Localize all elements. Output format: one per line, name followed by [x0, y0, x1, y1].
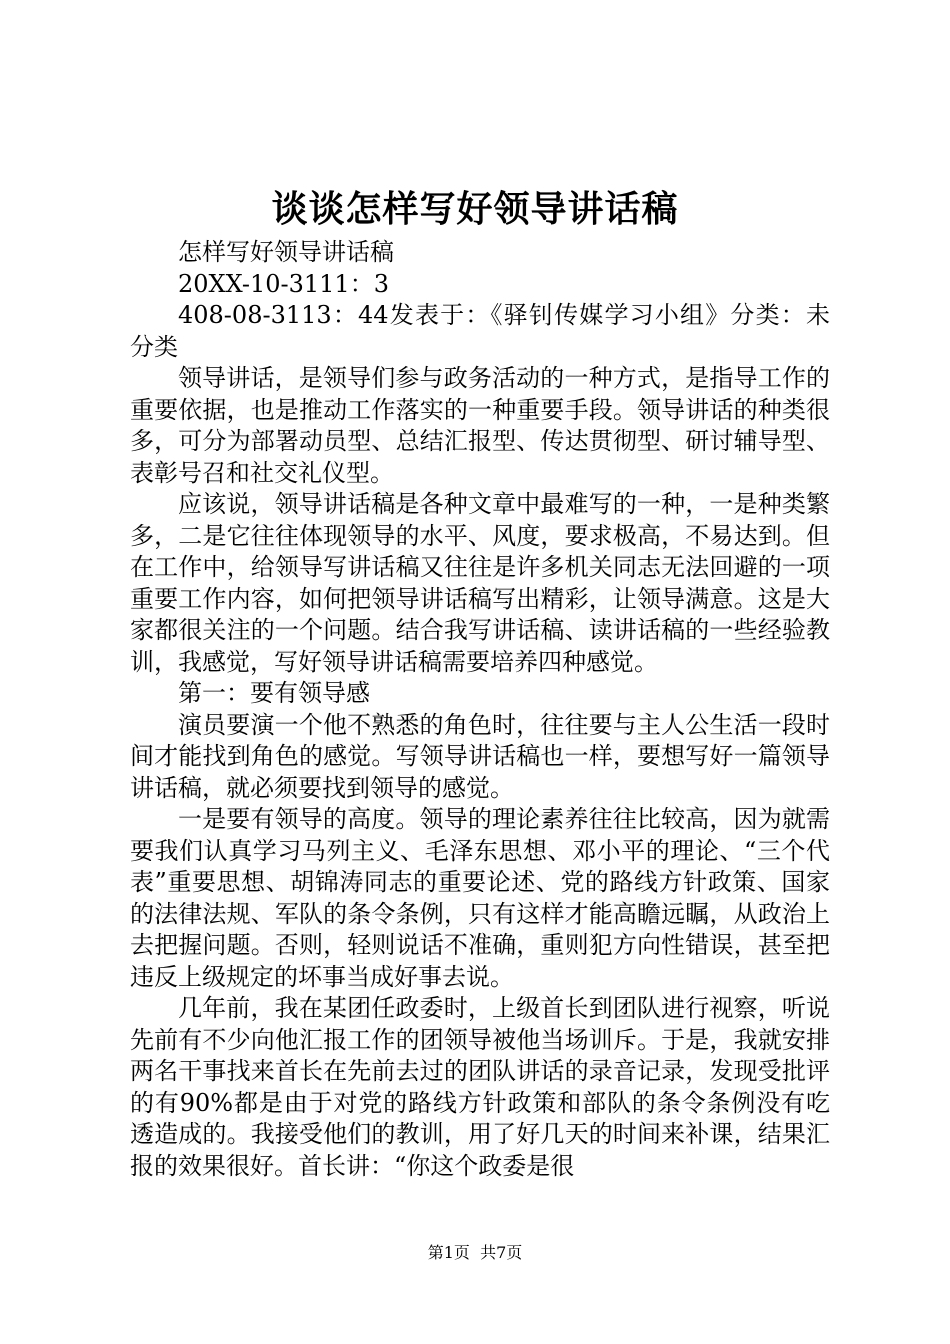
page-total: 共7页 — [480, 1243, 523, 1262]
paragraph: 演员要演一个他不熟悉的角色时，往往要与主人公生活一段时间才能找到角色的感觉。写领导讲话稿也一样，要想写好一篇领导讲话稿，就必须要找到领导的感觉。 — [130, 710, 830, 802]
paragraph: 领导讲话，是领导们参与政务活动的一种方式，是指导工作的重要依据，也是推动工作落实的一种重要手段。领导讲话的种类很多，可分为部署动员型、总结汇报型、传达贯彻型、研讨辅导型、表彰号召和社交礼仪型。 — [130, 364, 830, 487]
paragraph-subtitle: 怎样写好领导讲话稿 — [178, 238, 394, 266]
paragraph-meta: 408-08-3113：44发表于：《驿钊传媒学习小组》分类：未分类 — [130, 301, 830, 361]
document-body — [130, 237, 830, 1182]
page-number: 第1页 — [427, 1243, 470, 1262]
paragraph-date: 20XX-10-3111：3 — [178, 269, 389, 298]
paragraph: 一是要有领导的高度。领导的理论素养往往比较高，因为就需要我们认真学习马列主义、毛泽东思想、邓小平的理论、“三个代表”重要思想、胡锦涛同志的重要论述、党的路线方针政策、国家的法律法规、军队的条令条例，只有这样才能高瞻远瞩，从政治上去把握问题。否则，轻则说话不准确，重则犯方向性错误，甚至把违反上级规定的坏事当成好事去说。 — [130, 805, 830, 991]
page-footer — [0, 1242, 950, 1264]
section-heading: 第一：要有领导感 — [178, 679, 370, 707]
document-title: 谈谈怎样写好领导讲话稿 — [271, 188, 679, 230]
paragraph: 几年前，我在某团任政委时，上级首长到团队进行视察，听说先前有不少向他汇报工作的团领导被他当场训斥。于是，我就安排两名干事找来首长在先前去过的团队讲话的录音记录，发现受批评的有90%都是由于对党的路线方针政策和部队的条令条例没有吃透造成的。我接受他们的教训，用了好几天的时间来补课，结果汇报的效果很好。首长讲：“你这个政委是很 — [130, 994, 830, 1180]
paragraph: 应该说，领导讲话稿是各种文章中最难写的一种，一是种类繁多，二是它往往体现领导的水平、风度，要求极高，不易达到。但在工作中，给领导写讲话稿又往往是许多机关同志无法回避的一项重要工作内容，如何把领导讲话稿写出精彩，让领导满意。这是大家都很关注的一个问题。结合我写讲话稿、读讲话稿的一些经验教训，我感觉，写好领导讲话稿需要培养四种感觉。 — [130, 490, 830, 676]
